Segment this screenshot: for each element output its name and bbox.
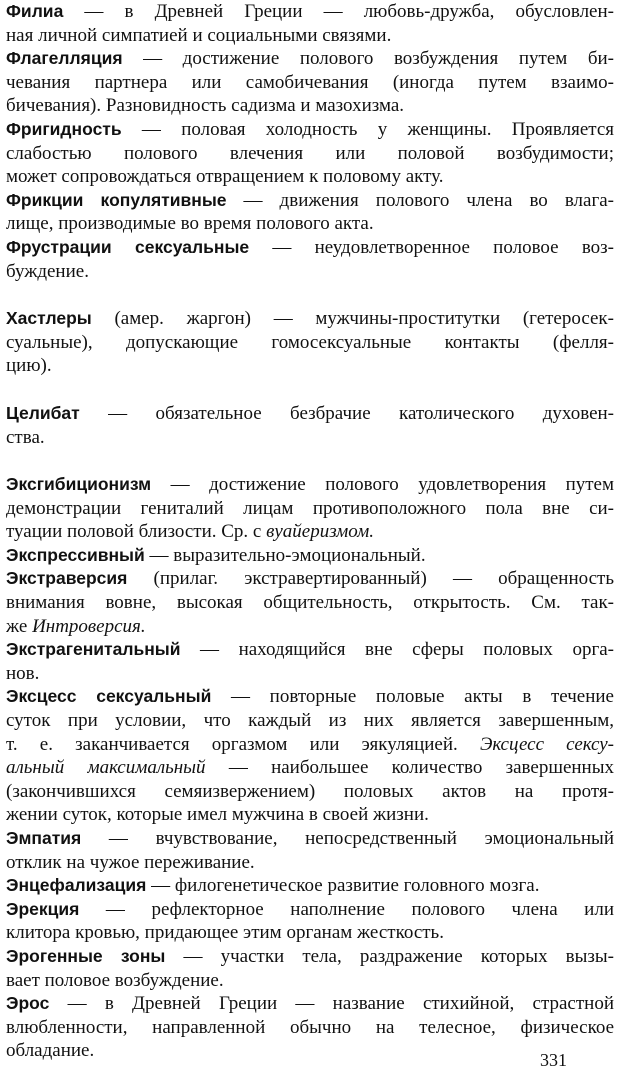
entry-term: Хастлеры (6, 308, 92, 329)
entry-term: Целибат (6, 402, 80, 423)
text-line (6, 331, 614, 355)
entry-term: Филиа (6, 1, 64, 21)
text-line (6, 709, 614, 733)
entry-text: — в Древней Греции — название стихийной, страстной (49, 993, 614, 1015)
text-line (6, 591, 614, 615)
text-line (6, 94, 614, 118)
entry-text: — выразительно-эмоциональный. (144, 544, 426, 566)
entry-text: чевания партнера или самобичевания (иногда путем взаимо- (6, 71, 614, 93)
text-line (6, 685, 614, 709)
text-line (6, 827, 614, 851)
text-line (6, 47, 614, 71)
text-line (6, 898, 614, 922)
text-line (6, 662, 614, 686)
text-line (6, 756, 614, 780)
entry-text: буждение. (6, 260, 89, 282)
text-line (6, 780, 614, 804)
text-line (6, 71, 614, 95)
text-line (6, 1016, 614, 1040)
entry-text: обладание. (6, 1040, 95, 1062)
text-line (6, 567, 614, 591)
entry-term: Флагелляция (6, 48, 123, 69)
entry-text: цию). (6, 355, 52, 377)
entry-text: (закончившихся семяизвержением) половых актов на протя- (6, 780, 614, 802)
entry-text: — наибольшее количество завершенных (205, 757, 614, 779)
text-line (6, 615, 614, 639)
entry-text: — повторные половые акты в течение (211, 686, 614, 708)
entry-text: внимания вовне, высокая общительность, открытость. См. так- (6, 592, 614, 614)
text-line (6, 803, 614, 827)
italic-reference: вуайеризмом. (266, 521, 374, 543)
entry-text: — рефлекторное наполнение полового члена или (79, 898, 614, 920)
text-line (6, 165, 614, 189)
text-line (6, 307, 614, 331)
text-line (6, 142, 614, 166)
entry-text: слабостью полового влечения или половой возбудимости; (6, 142, 614, 164)
entry-term: Эксгибиционизм (6, 474, 152, 495)
text-line (6, 0, 614, 24)
text-line (6, 851, 614, 875)
entry-text: (амер. жаргон) — мужчины-проститутки (гетеросек- (91, 308, 614, 330)
entry-text: — обязательное безбрачие католического духовен- (79, 402, 614, 424)
text-line (6, 874, 614, 898)
entry-term: Экспрессивный (6, 544, 145, 565)
text-line (6, 402, 614, 426)
page-number: 331 (540, 1050, 567, 1070)
entry-text: демонстрации гениталий лицам противоположного пола вне си- (6, 497, 614, 519)
italic-reference: Эксцесс сексу- (479, 733, 614, 755)
entry-text: т. е. заканчивается оргазмом или эякуляцией. (6, 733, 480, 755)
entry-term: Эксцесс сексуальный (6, 686, 212, 707)
entry-text: жении суток, которые имел мужчина в своей жизни. (6, 804, 429, 826)
entry-text: туации половой близости. Ср. с (6, 521, 267, 543)
entry-term: Эрогенные зоны (6, 945, 166, 966)
text-line (6, 236, 614, 260)
entry-text: — вчувствование, непосредственный эмоциональный (81, 828, 614, 849)
text-line (6, 260, 614, 284)
entry-text: вает половое возбуждение. (6, 969, 224, 991)
italic-reference: альный максимальный (6, 757, 206, 779)
text-line (6, 212, 614, 236)
entry-text: лище, производимые во время полового акта. (6, 213, 374, 235)
text-line (6, 638, 614, 662)
text-line (6, 473, 614, 497)
entry-gap (6, 378, 614, 402)
text-line (6, 945, 614, 969)
entry-text: может сопровождаться отвращением к половому акту. (6, 166, 444, 188)
italic-reference: Интроверсия. (32, 615, 146, 637)
entry-text: ная личной симпатией и социальными связями. (6, 24, 392, 46)
text-line (6, 544, 614, 568)
text-line (6, 24, 614, 48)
text-line (6, 118, 614, 142)
text-line (6, 733, 614, 757)
entry-gap (6, 449, 614, 473)
entry-text: бичевания). Разновидность садизма и мазохизма. (6, 95, 405, 117)
entry-term: Фрикции копулятивные (6, 189, 227, 210)
entry-text: ства. (6, 426, 45, 448)
entry-text: же (6, 615, 33, 637)
text-line (6, 426, 614, 450)
entry-text: — движения полового члена во влага- (226, 189, 614, 211)
entry-text: — участки тела, раздражение которых вызы- (165, 945, 614, 967)
entry-text: влюбленности, направленной обычно на телесное, физическое (6, 1016, 614, 1038)
entry-term: Эрос (6, 993, 50, 1014)
entry-term: Фригидность (6, 118, 122, 139)
dictionary-page (6, 0, 614, 1063)
entry-text: — неудовлетворенное половое воз- (249, 236, 614, 258)
text-line (6, 1039, 614, 1063)
text-line (6, 992, 614, 1016)
text-line (6, 520, 614, 544)
entry-text: клитора кровью, придающее этим органам жесткость. (6, 922, 444, 944)
entry-term: Фрустрации сексуальные (6, 236, 250, 257)
text-line (6, 189, 614, 213)
entry-term: Эрекция (6, 898, 80, 919)
entry-text: суальные), допускающие гомосексуальные контакты (фелля- (6, 331, 614, 353)
entry-term: Эмпатия (6, 828, 82, 848)
entry-text: нов. (6, 662, 40, 684)
entry-text: отклик на чужое переживание. (6, 851, 255, 873)
entry-text: — филогенетическое развитие головного мозга. (146, 875, 540, 897)
entry-term: Энцефализация (6, 875, 147, 896)
text-line (6, 354, 614, 378)
entry-text: — половая холодность у женщины. Проявляется (121, 118, 614, 140)
entry-text: — в Древней Греции — любовь-дружба, обусловлен- (63, 1, 614, 22)
entry-gap (6, 283, 614, 307)
entry-term: Экстраверсия (6, 568, 128, 589)
entry-text: — достижение полового возбуждения путем би- (122, 48, 614, 70)
entry-text: — находящийся вне сферы половых орга- (180, 639, 614, 661)
entry-text: суток при условии, что каждый из них является завершенным, (6, 710, 614, 732)
entry-text: — достижение полового удовлетворения путем (151, 474, 614, 496)
text-line (6, 921, 614, 945)
text-line (6, 497, 614, 521)
entry-term: Экстрагенитальный (6, 639, 181, 660)
entry-text: (прилаг. экстравертированный) — обращенность (127, 568, 614, 590)
text-line (6, 969, 614, 993)
